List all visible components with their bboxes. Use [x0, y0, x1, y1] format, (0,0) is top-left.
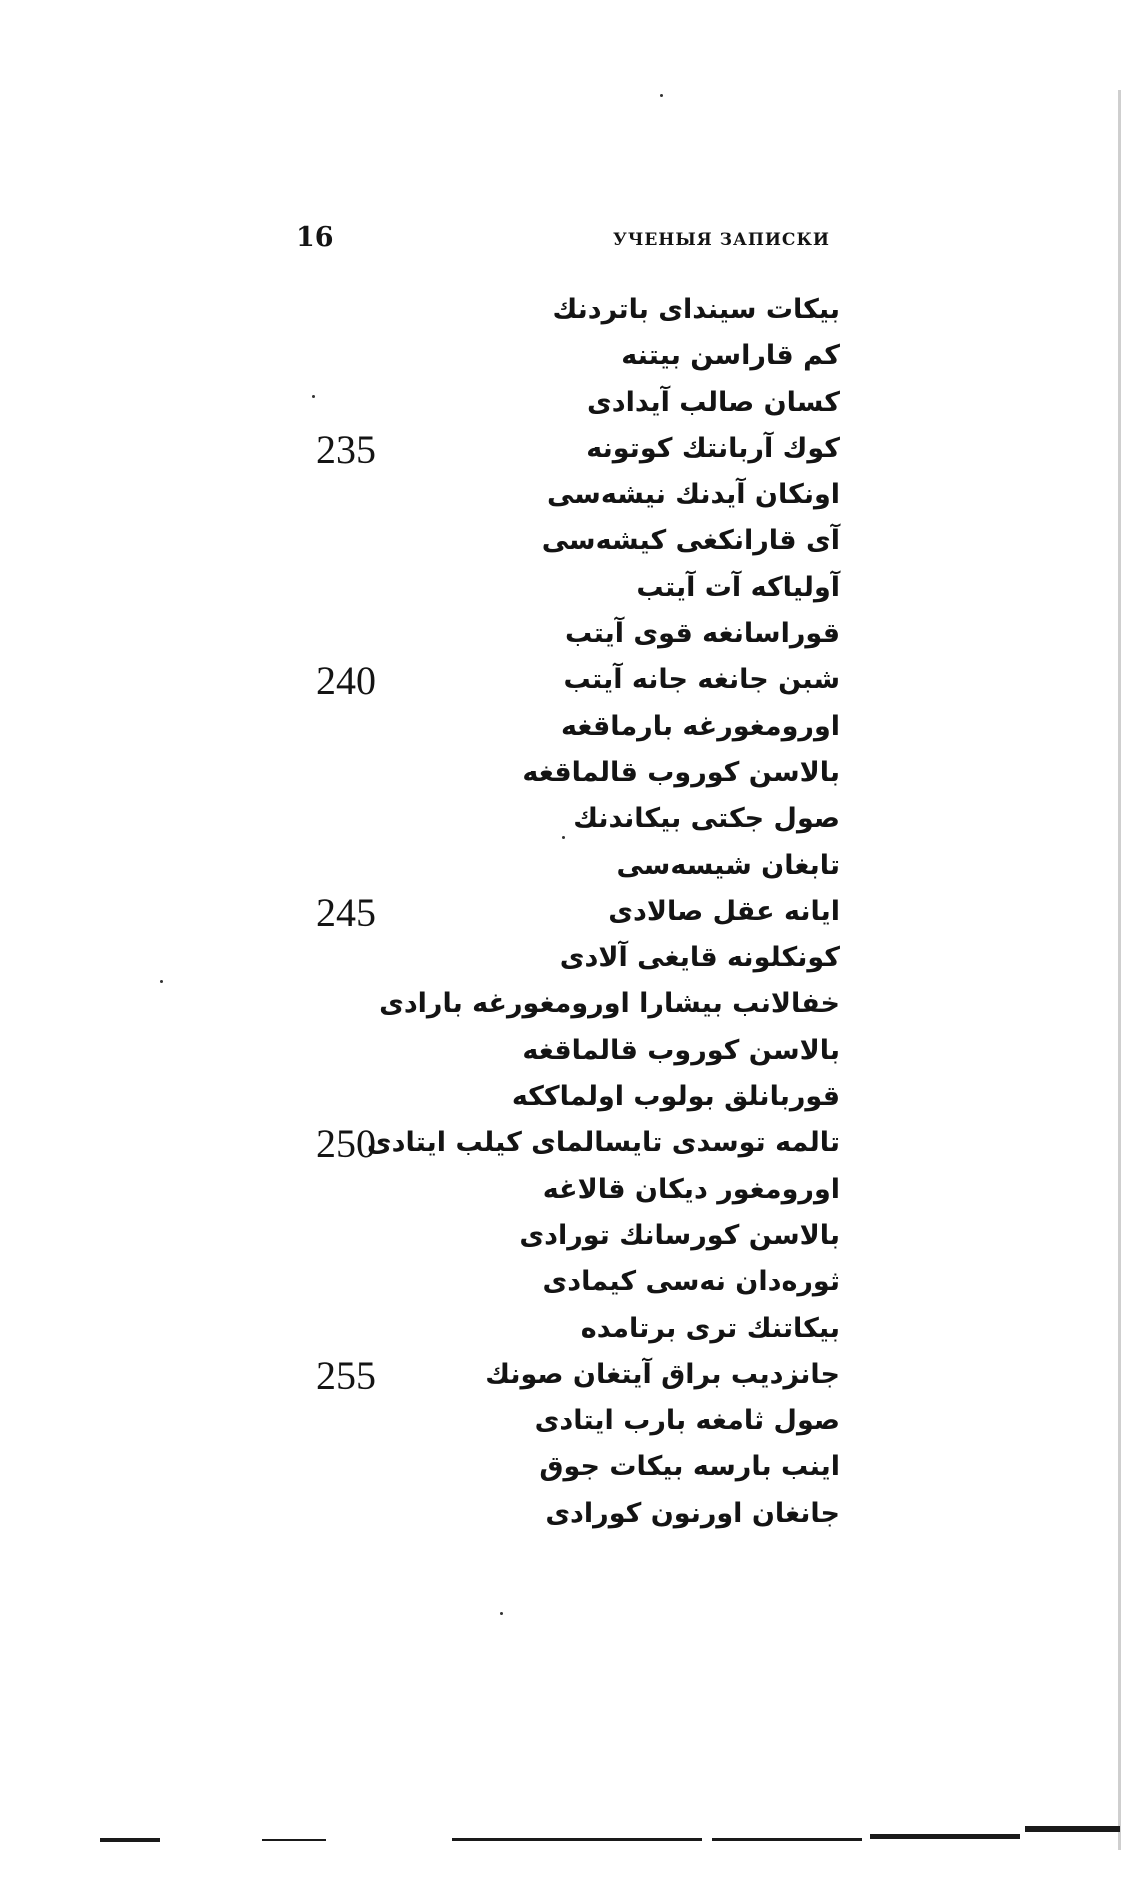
poem-line — [300, 1029, 840, 1075]
print-speck — [160, 980, 163, 983]
verse-text: صول ثامغه بارب ایتادی — [534, 1405, 840, 1437]
line-number: 245 — [316, 889, 376, 935]
verse-text: كوك آربانتك كوتونه — [586, 432, 840, 464]
poem-line — [300, 473, 840, 519]
verse-text: بالاسن كوروب قالماقغه — [522, 756, 840, 788]
verse-text: بالاسن كوروب قالماقغه — [522, 1034, 840, 1066]
verse-text: ایانه عقل صالادی — [608, 895, 840, 927]
bottom-rule-segment — [452, 1838, 702, 1841]
verse-text: اورومغور دیكان قالاغه — [542, 1173, 840, 1205]
running-title: УЧЕНЫЯ ЗАПИСКИ — [613, 230, 830, 250]
poem-line — [300, 566, 840, 612]
poem-line — [300, 1214, 840, 1260]
verse-text: خفالانب بیشارا اورومغورغه بارادی — [379, 988, 840, 1020]
poem-line — [300, 612, 840, 658]
poem-line — [300, 705, 840, 751]
verse-text: بیكات سیندای باتردنك — [552, 294, 840, 325]
poem-line — [300, 1260, 840, 1306]
poem-line — [300, 797, 840, 843]
verse-text: اونكان آیدنك نیشه‌سی — [546, 479, 840, 511]
poem-line — [300, 658, 840, 704]
print-speck — [660, 94, 663, 97]
bottom-rule-segment — [100, 1838, 160, 1842]
verse-text: اورومغورغه بارماقغه — [561, 710, 840, 742]
verse-text: قوراسانغه قوی آیتب — [565, 618, 840, 650]
poem-text — [300, 288, 840, 1538]
verse-text: شبن جانغه جانه آیتب — [563, 664, 840, 696]
poem-line — [300, 427, 840, 473]
poem-line — [300, 519, 840, 565]
line-number: 255 — [316, 1352, 376, 1398]
verse-text: بالاسن كورسانك تورادی — [519, 1219, 840, 1251]
poem-line — [300, 334, 840, 380]
verse-text: اینب بارسه بیكات جوق — [539, 1451, 840, 1483]
poem-line — [300, 1492, 840, 1538]
verse-text: ثوره‌دان نه‌سی كیمادی — [542, 1266, 840, 1298]
poem-line — [300, 844, 840, 890]
poem-line — [300, 1168, 840, 1214]
poem-line — [300, 1121, 840, 1167]
line-number: 250 — [316, 1121, 376, 1167]
print-speck — [312, 395, 315, 398]
poem-line — [300, 1399, 840, 1445]
verse-text: آی قارانكغی كیشه‌سی — [541, 525, 840, 557]
bottom-rule-segment — [870, 1834, 1020, 1839]
print-speck — [562, 836, 565, 839]
poem-line — [300, 381, 840, 427]
poem-line — [300, 936, 840, 982]
poem-line — [300, 1445, 840, 1491]
poem-line — [300, 288, 840, 334]
verse-text: بیكاتنك تری برتامده — [580, 1312, 840, 1344]
verse-text: صول جكتی بیكاندنك — [573, 803, 840, 835]
line-number: 240 — [316, 658, 376, 704]
poem-line — [300, 890, 840, 936]
verse-text: قوربانلق بولوب اولماككه — [511, 1081, 840, 1113]
page-number: 16 — [296, 222, 334, 253]
verse-text: كسان صالب آیدادی — [587, 386, 840, 418]
verse-text: كم قاراسن بیتنه — [621, 340, 840, 372]
verse-text: آولیاكه آت آیتب — [636, 571, 840, 603]
verse-text: تالمه توسدی تایسالمای كیلب ایتادی — [366, 1127, 840, 1159]
page-header — [290, 222, 830, 262]
verse-text: جانغان اورنون كورادی — [545, 1497, 840, 1529]
verse-text: تابغان شیسه‌سی — [616, 849, 840, 881]
bottom-rule-segment — [262, 1839, 326, 1841]
poem-line — [300, 1353, 840, 1399]
poem-line — [300, 982, 840, 1028]
bottom-rule-segment — [1025, 1826, 1120, 1832]
bottom-rule-segment — [712, 1838, 862, 1841]
poem-line — [300, 1307, 840, 1353]
poem-line — [300, 751, 840, 797]
page-edge-shadow — [1118, 90, 1121, 1850]
line-number: 235 — [316, 426, 376, 472]
verse-text: جانزدیب براق آیتغان صونك — [485, 1358, 840, 1390]
verse-text: كونكلونه قایغی آلادی — [559, 942, 840, 974]
poem-line — [300, 1075, 840, 1121]
print-speck — [500, 1612, 503, 1615]
